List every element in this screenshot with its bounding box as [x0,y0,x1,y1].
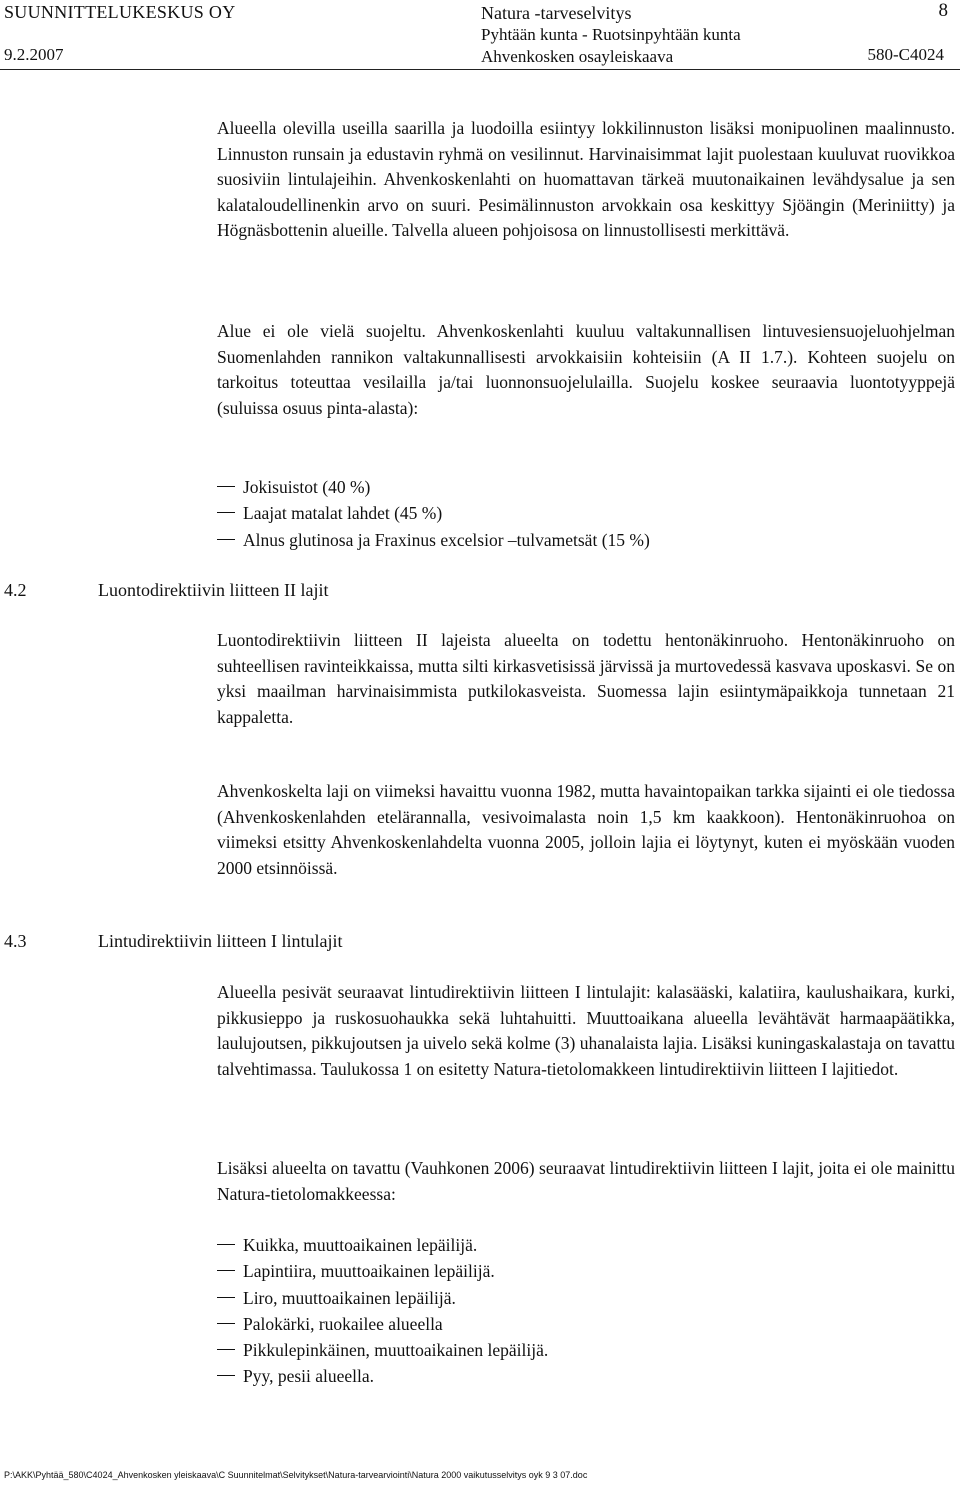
header-divider [0,69,960,70]
file-path-footer: P:\AKK\Pyhtää_580\C4024_Ahvenkosken yleiskaava\C Suunnitelmat\Selvitykset\Natura-tarvearviointi\Natura 2000 vaikutusselvitys oyk 9 3 07.doc [4,1470,588,1480]
list-item: Jokisuistot (40 %) [217,474,650,500]
section-heading-4-3 [4,931,342,952]
dash-bullet-icon [217,1349,235,1350]
section-title: Luontodirektiivin liitteen II lajit [98,580,329,600]
document-plan-name: Ahvenkosken osayleiskaava [481,47,674,66]
dash-bullet-icon [217,1297,235,1298]
habitat-list [217,474,650,553]
dash-bullet-icon [217,1323,235,1324]
dash-bullet-icon [217,539,235,540]
list-item: Palokärki, ruokailee alueella [217,1311,548,1337]
list-item: Pyy, pesii alueella. [217,1363,548,1389]
list-item: Liro, muuttoaikainen lepäilijä. [217,1285,548,1311]
project-code: 580-C4024 [867,45,944,64]
document-title: Natura -tarveselvitys [481,3,632,23]
document-date: 9.2.2007 [4,45,64,64]
dash-bullet-icon [217,1375,235,1376]
section-4-2-paragraph-1: Luontodirektiivin liitteen II lajeista alueelta on todettu hentonäkinruoho. Hentonäkinruoho on suhteellisen ravinteikkaissa, mutta silti kirkasvetisissä järvissä ja murtovedessä kasvava uposkasvi. Se on yksi maailman harvinaisimmista putkilokasveista. Suomessa lajin esiintymäpaikkoja tunnetaan 21 kappaletta. [217,630,955,727]
section-4-3-paragraph-1: Alueella pesivät seuraavat lintudirektiivin liitteen I lintulajit: kalasääski, kalatiira, kaulushaikara, kurki, pikkusieppo ja ruskosuohaukka sekä luhtahuitti. Muuttoaikana alueella levähtävät harmaapäätikka, laulujoutsen, pikkujoutsen ja uivelo sekä kolme (3) uhanalaista lajia. Lisäksi kuningaskalastaja on tavattu talvehtimassa. Taulukossa 1 on esitetty Natura-tietolomakkeen lintudirektiivin liitteen I lajitiedot. [217,982,955,1079]
list-item: Pikkulepinkäinen, muuttoaikainen lepäilijä. [217,1337,548,1363]
dash-bullet-icon [217,1244,235,1245]
document-title-block [481,2,741,68]
dash-bullet-icon [217,1270,235,1271]
page-header [0,0,960,72]
company-name: SUUNNITTELUKESKUS OY [4,2,236,22]
section-heading-4-2 [4,580,328,601]
list-item: Lapintiira, muuttoaikainen lepäilijä. [217,1258,548,1284]
intro-paragraph-protection: Alue ei ole vielä suojeltu. Ahvenkoskenlahti kuuluu valtakunnallisen lintuvesiensuojeluohjelman Suomenlahden rannikon valtakunnallisesti arvokkaisiin kohteisiin (A II 1.7.). Kohteen suojelu on tarkoitus toteuttaa vesilailla ja/tai luonnonsuojelulailla. Suojelu koskee seuraavia luontotyyppejä (suluissa osuus pinta-alasta): [217,321,955,418]
dash-bullet-icon [217,512,235,513]
list-item: Alnus glutinosa ja Fraxinus excelsior –tulvametsät (15 %) [217,527,650,553]
list-item: Kuikka, muuttoaikainen lepäilijä. [217,1232,548,1258]
section-number: 4.2 [4,580,27,600]
section-number: 4.3 [4,931,27,951]
page-number: 8 [938,0,948,21]
document-municipalities: Pyhtään kunta - Ruotsinpyhtään kunta [481,25,741,44]
section-4-2-paragraph-2: Ahvenkoskelta laji on viimeksi havaittu vuonna 1982, mutta havaintopaikan tarkka sijainti ei ole tiedossa (Ahvenkoskenlahden etelärannalla, vesivoimalasta noin 1,5 km kaakkoon). Hentonäkinruohoa on viimeksi etsitty Ahvenkoskenlahdelta vuonna 2005, jolloin lajia ei löytynyt, kuten ei myöskään vuoden 2000 etsinnöissä. [217,781,955,878]
section-title: Lintudirektiivin liitteen I lintulajit [98,931,343,951]
section-4-3-paragraph-2: Lisäksi alueelta on tavattu (Vauhkonen 2006) seuraavat lintudirektiivin liitteen I lajit, joita ei ole mainittu Natura-tietolomakkeessa: [217,1158,955,1204]
list-item: Laajat matalat lahdet (45 %) [217,500,650,526]
bird-species-list [217,1232,548,1390]
intro-paragraph-birds: Alueella olevilla useilla saarilla ja luodoilla esiintyy lokkilinnuston lisäksi monipuolinen maalinnusto. Linnuston runsain ja edustavin ryhmä on vesilinnut. Harvinaisimmat lajit puolestaan kuuluvat ruovikkoa suosiviin lintulajeihin. Ahvenkoskenlahti on huomattavan tärkeä muutonaikainen levähdysalue ja sen kalataloudellinenkin arvo on suuri. Pesimälinnuston arvokkain osa keskittyy Sjöängin (Meriniitty) ja Högnäsbottenin alueille. Talvella alueen pohjoisosa on linnustollisesti merkittävä. [217,118,955,241]
dash-bullet-icon [217,486,235,487]
